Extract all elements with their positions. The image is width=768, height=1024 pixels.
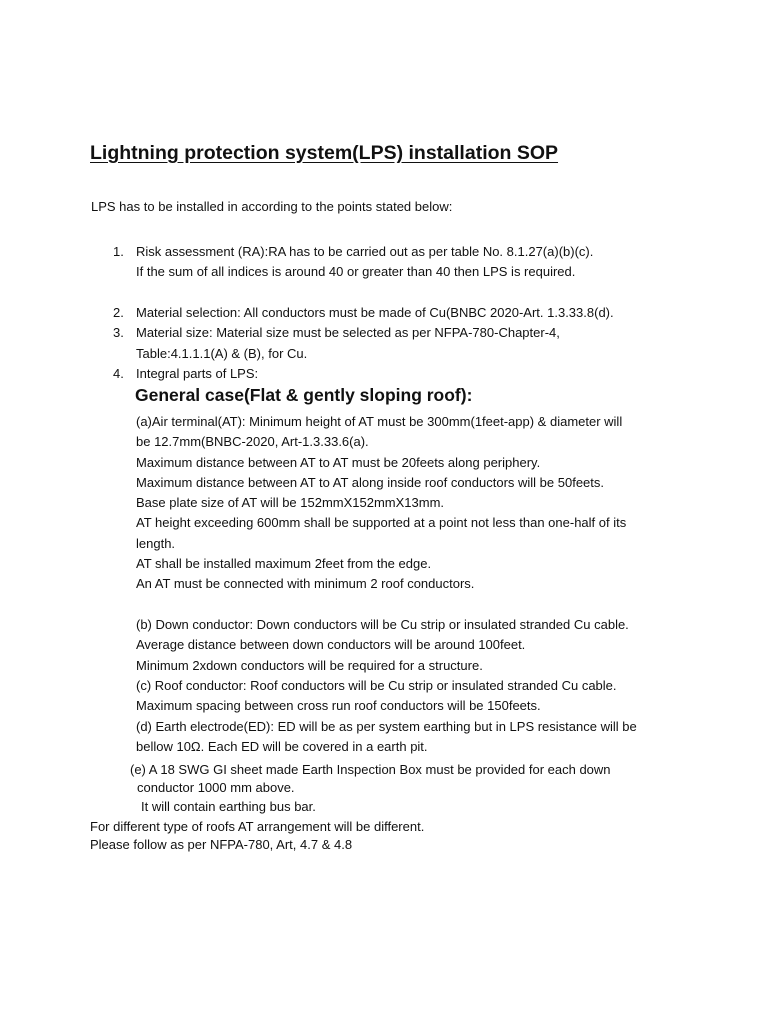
general-case-line: An AT must be connected with minimum 2 roof conductors.	[136, 576, 475, 591]
item-number: 1.	[113, 244, 124, 259]
general-case-line: (e) A 18 SWG GI sheet made Earth Inspection Box must be provided for each down	[130, 762, 611, 777]
general-case-line: length.	[136, 536, 176, 551]
item-number: 4.	[113, 366, 124, 381]
item-1-line-1: Risk assessment (RA):RA has to be carried out as per table No. 8.1.27(a)(b)(c).	[136, 244, 594, 259]
general-case-line: Maximum distance between AT to AT must be 20feets along periphery.	[136, 455, 541, 470]
intro-text: LPS has to be installed in according to the points stated below:	[91, 199, 453, 214]
general-case-line: be 12.7mm(BNBC-2020, Art-1.3.33.6(a).	[136, 434, 369, 449]
item-2-line-1: Material selection: All conductors must be made of Cu(BNBC 2020-Art. 1.3.33.8(d).	[136, 305, 614, 320]
item-3-line-1: Material size: Material size must be selected as per NFPA-780-Chapter-4,	[136, 325, 560, 340]
general-case-heading: General case(Flat & gently sloping roof):	[135, 385, 473, 405]
general-case-line: Maximum distance between AT to AT along inside roof conductors will be 50feets.	[136, 475, 605, 490]
general-case-line: (d) Earth electrode(ED): ED will be as per system earthing but in LPS resistance will be	[136, 719, 637, 734]
general-case-line: Base plate size of AT will be 152mmX152mmX13mm.	[136, 495, 445, 510]
general-case-line: Average distance between down conductors will be around 100feet.	[136, 637, 526, 652]
general-case-line: (c) Roof conductor: Roof conductors will be Cu strip or insulated stranded Cu cable.	[136, 678, 617, 693]
general-case-line: bellow 10Ω. Each ED will be covered in a earth pit.	[136, 739, 428, 754]
item-3-line-2: Table:4.1.1.1(A) & (B), for Cu.	[136, 346, 308, 361]
closing-line: For different type of roofs AT arrangement will be different.	[90, 819, 425, 834]
general-case-line: AT shall be installed maximum 2feet from the edge.	[136, 556, 432, 571]
item-1-line-2: If the sum of all indices is around 40 or greater than 40 then LPS is required.	[136, 264, 576, 279]
closing-line: Please follow as per NFPA-780, Art, 4.7 & 4.8	[90, 837, 353, 852]
item-number: 2.	[113, 305, 124, 320]
general-case-line: (b) Down conductor: Down conductors will be Cu strip or insulated stranded Cu cable.	[136, 617, 629, 632]
general-case-line: It will contain earthing bus bar.	[141, 799, 316, 814]
page-title: Lightning protection system(LPS) installation SOP	[90, 142, 559, 164]
general-case-line: Maximum spacing between cross run roof conductors will be 150feets.	[136, 698, 541, 713]
general-case-line: conductor 1000 mm above.	[137, 780, 295, 795]
item-number: 3.	[113, 325, 124, 340]
general-case-line: AT height exceeding 600mm shall be supported at a point not less than one-half of its	[136, 515, 627, 530]
general-case-line: (a)Air terminal(AT): Minimum height of AT must be 300mm(1feet-app) & diameter will	[136, 414, 623, 429]
general-case-line: Minimum 2xdown conductors will be required for a structure.	[136, 658, 483, 673]
item-4-line-1: Integral parts of LPS:	[136, 366, 259, 381]
